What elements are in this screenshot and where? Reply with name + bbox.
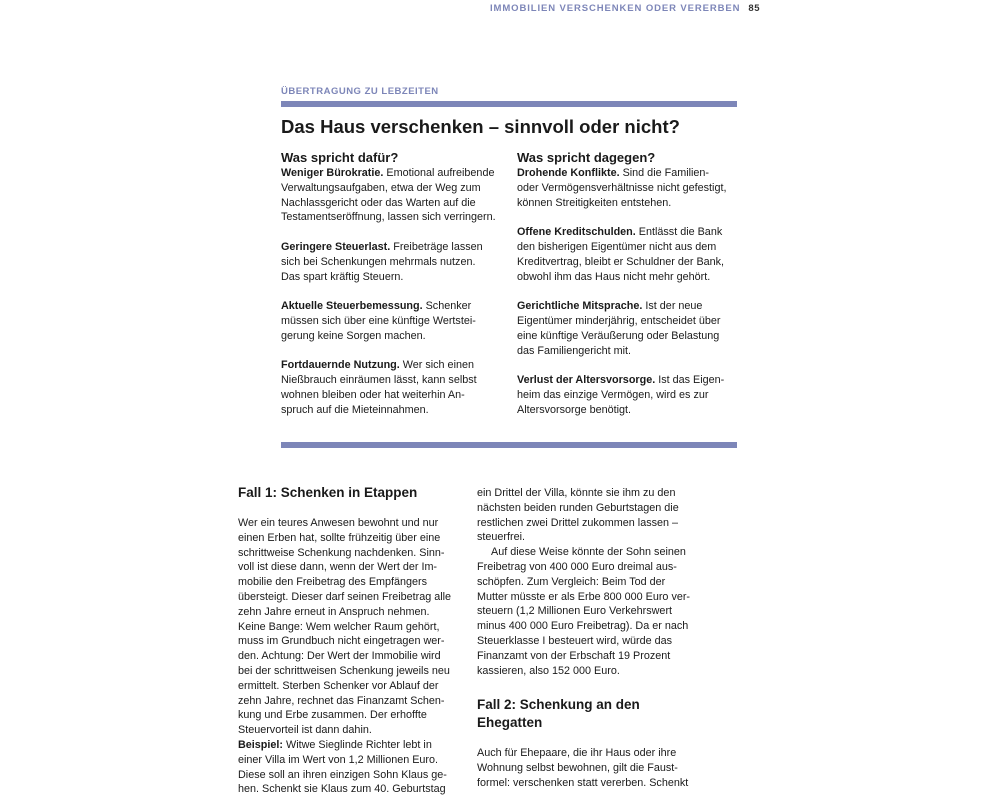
body-paragraph — [477, 545, 699, 678]
text-line: Steuervorteil ist dann dahin. — [238, 724, 372, 737]
pro-item-line: Nießbrauch einräumen lässt, kann selbst — [281, 374, 477, 387]
pro-item — [281, 358, 501, 417]
running-head-title: IMMOBILIEN VERSCHENKEN ODER VERERBEN — [490, 3, 741, 14]
text-line: ein Drittel der Villa, könnte sie ihm zu den — [477, 487, 676, 499]
contra-item-line: heim das einzige Vermögen, wird es zur — [517, 388, 709, 401]
contra-item-lead: Gerichtliche Mitsprache. — [517, 300, 643, 313]
pro-item-line: sich bei Schenkungen mehrmals nutzen. — [281, 255, 476, 268]
text-line: schöpfen. Zum Vergleich: Beim Tod der — [477, 575, 666, 588]
pro-item-lead: Weniger Bürokratie. — [281, 167, 384, 179]
text-line: steuerfrei. — [477, 531, 526, 544]
pro-item-line: spruch auf die Mieteinnahmen. — [281, 403, 429, 416]
text-line: Keine Bange: Wem welcher Raum gehört, — [238, 620, 440, 633]
body-column-left — [238, 484, 460, 797]
contra-item-lead: Offene Kreditschulden. — [517, 226, 636, 239]
text-line: Finanzamt von der Erbschaft 19 Prozent — [477, 649, 671, 662]
text-line: Witwe Sieglinde Richter lebt in — [283, 738, 432, 751]
contra-item-line: den bisherigen Eigentümer nicht aus dem — [517, 240, 717, 253]
pro-item-line: Nachlassgericht oder das Warten auf die — [281, 196, 476, 209]
pro-item-line: Das spart kräftig Steuern. — [281, 270, 404, 283]
pro-item-line: gerung keine Sorgen machen. — [281, 329, 426, 342]
pro-item-lead: Geringere Steuerlast. — [281, 240, 391, 253]
box-columns — [281, 150, 737, 432]
text-line: schrittweise Schenkung nachdenken. Sinn- — [238, 546, 445, 559]
text-line: hen. Schenkt sie Klaus zum 40. Geburtstag — [238, 783, 446, 796]
text-line: bei der schrittweisen Schenkung jeweils neu — [238, 664, 450, 677]
body-paragraph — [477, 486, 699, 545]
running-head — [490, 3, 760, 14]
pro-item-line: Wer sich einen — [399, 359, 474, 372]
contra-item-line: obwohl ihm das Haus nicht mehr gehört. — [517, 270, 711, 283]
contra-item-line: Entlässt die Bank — [635, 226, 723, 239]
text-line: Diese soll an ihren einzigen Sohn Klaus ge- — [238, 768, 447, 781]
text-line: Wer ein teures Anwesen bewohnt und nur — [238, 517, 439, 529]
box-top-rule — [281, 101, 737, 107]
contra-item-line: Ist das Eigen- — [655, 374, 725, 387]
contra-item — [517, 373, 737, 417]
example-lead: Beispiel: — [238, 738, 284, 751]
text-line: mobilie den Freibetrag des Empfängers — [238, 576, 428, 589]
pro-item-line: müssen sich über eine künftige Wertstei- — [281, 314, 476, 327]
text-line: ermittelt. Sterben Schenker vor Ablauf der — [238, 679, 439, 692]
contra-item-line: oder Vermögensverhältnisse nicht gefestigt, — [517, 181, 727, 194]
contra-item-line: Altersvorsorge benötigt. — [517, 403, 632, 416]
text-line: muss im Grundbuch nicht eingetragen wer- — [238, 635, 445, 648]
box-kicker: ÜBERTRAGUNG ZU LEBZEITEN — [281, 86, 439, 97]
text-line: formel: verschenken statt vererben. Schenkt — [477, 776, 689, 789]
contra-item-line: eine künftige Veräußerung oder Belastung — [517, 329, 720, 342]
contra-item-line: Eigentümer minderjährig, entscheidet über — [517, 314, 721, 327]
heading-line: Fall 2: Schenkung an den — [477, 697, 640, 713]
contra-item-lead: Verlust der Altersvorsorge. — [517, 374, 656, 387]
pro-item-line: Testamentseröffnung, lassen sich verringern. — [281, 211, 496, 224]
contra-item-line: können Streitigkeiten entstehen. — [517, 196, 672, 209]
pro-item-line: Schenker — [422, 300, 472, 313]
text-line: Auch für Ehepaare, die ihr Haus oder ihre — [477, 747, 677, 760]
text-line: kassieren, also 152 000 Euro. — [477, 664, 620, 677]
heading-line: Ehegatten — [477, 715, 543, 731]
contra-item — [517, 225, 737, 284]
text-line: einer Villa im Wert von 1,2 Millionen Euro. — [238, 753, 439, 766]
pro-item-line: Emotional aufreibende — [383, 167, 495, 179]
contra-heading: Was spricht dagegen? — [517, 150, 656, 165]
contra-item-line: Sind die Familien- — [619, 167, 709, 179]
pro-item-lead: Fortdauernde Nutzung. — [281, 359, 400, 372]
text-line: zehn Jahre erneut in Anspruch nehmen. — [238, 605, 430, 618]
contra-column — [517, 150, 737, 432]
box-bottom-rule — [281, 442, 737, 448]
text-line: kung und Erbe zusammen. Der erhoffte — [238, 709, 427, 722]
body-paragraph — [238, 516, 460, 797]
text-line: minus 400 000 Euro Freibetrag). Da er nach — [477, 620, 689, 633]
text-line: einen Erben hat, sollte frühzeitig über eine — [238, 531, 441, 544]
contra-item-line: das Familiengericht mit. — [517, 344, 632, 357]
text-line: Auf diese Weise könnte der Sohn seinen — [491, 546, 686, 559]
contra-item-lead: Drohende Konflikte. — [517, 167, 620, 179]
contra-item-line: Kreditvertrag, bleibt er Schuldner der Bank, — [517, 255, 725, 268]
text-line: voll ist diese dann, wenn der Wert der Im- — [238, 561, 438, 574]
body-paragraph — [477, 746, 699, 790]
text-line: den. Achtung: Der Wert der Immobilie wird — [238, 650, 441, 663]
pro-item — [281, 299, 501, 343]
pro-item-lead: Aktuelle Steuerbemessung. — [281, 300, 423, 313]
text-line: Mutter müsste er als Erbe 800 000 Euro ver- — [477, 590, 691, 603]
contra-item-line: Ist der neue — [642, 300, 703, 313]
pro-item-line: Freibeträge lassen — [390, 240, 483, 253]
text-line: Freibetrag von 400 000 Euro dreimal aus- — [477, 560, 677, 573]
info-box — [281, 85, 737, 448]
example-line — [238, 738, 460, 753]
text-line: übersteigt. Dieser darf seinen Freibetrag alle — [238, 590, 452, 603]
contra-item — [517, 166, 737, 210]
text-line: Wohnung selbst bewohnen, gilt die Faust- — [477, 762, 678, 775]
text-line: restlichen zwei Drittel zukommen lassen – — [477, 516, 679, 529]
pro-item-line: Verwaltungsaufgaben, etwa der Weg zum — [281, 181, 481, 194]
text-line: steuern (1,2 Millionen Euro Verkehrswert — [477, 605, 673, 618]
box-title: Das Haus verschenken – sinnvoll oder nicht? — [281, 116, 680, 137]
text-line: Steuerklasse I besteuert wird, würde das — [477, 634, 673, 647]
pro-item-line: wohnen bleiben oder hat weiterhin An- — [281, 388, 465, 401]
pro-column — [281, 150, 501, 432]
page-number: 85 — [748, 3, 760, 14]
pro-heading: Was spricht dafür? — [281, 150, 399, 165]
body-column-right — [477, 486, 699, 791]
text-line: nächsten beiden runden Geburtstagen die — [477, 501, 679, 514]
section-heading-fall-1: Fall 1: Schenken in Etappen — [238, 485, 418, 500]
contra-item — [517, 299, 737, 358]
pro-item — [281, 240, 501, 284]
section-heading-fall-2 — [477, 696, 699, 732]
text-line: zehn Jahre, rechnet das Finanzamt Schen- — [238, 694, 445, 707]
pro-item — [281, 166, 501, 225]
